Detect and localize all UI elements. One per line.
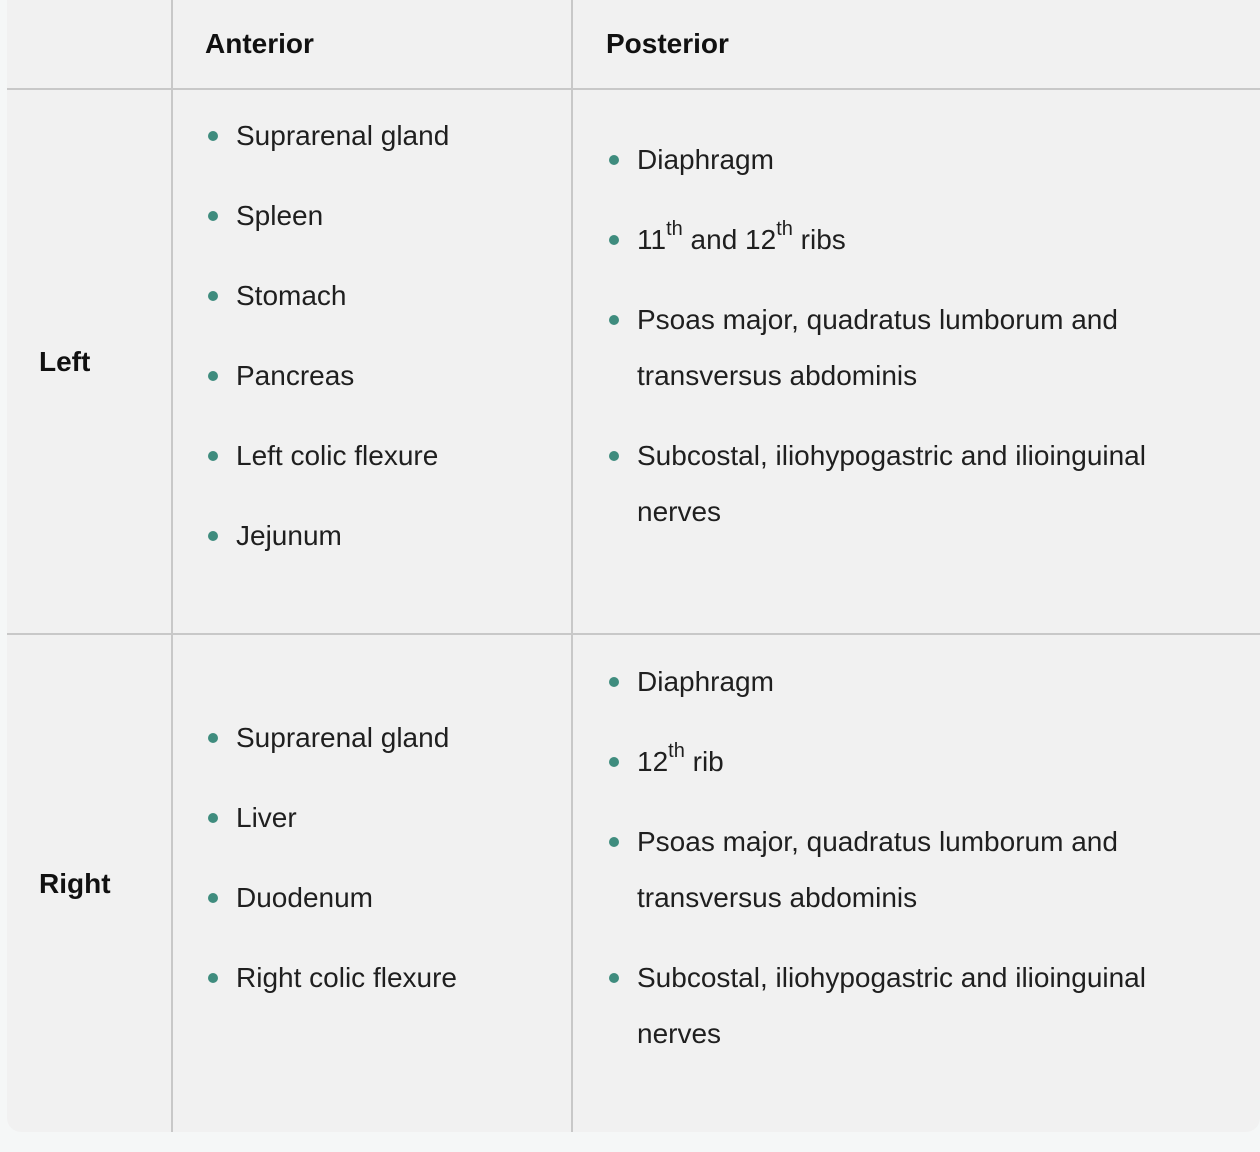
bullet-icon [208,371,218,381]
list-item: Suprarenal gland [206,108,449,164]
list-item: Duodenum [206,870,457,926]
list-item: Diaphragm [607,132,1146,188]
bullet-icon [208,531,218,541]
column-divider [571,0,573,1132]
list-item: Jejunum [206,508,449,564]
list-item: Left colic flexure [206,428,449,484]
list-item: Liver [206,790,457,846]
bullet-icon [609,235,619,245]
list-item: Subcostal, iliohypogastric and ilioinguinal nerves [607,428,1146,540]
left-posterior-list [607,132,1146,540]
list-item: Subcostal, iliohypogastric and ilioinguinal nerves [607,950,1146,1062]
bullet-icon [208,893,218,903]
bullet-icon [208,451,218,461]
bullet-icon [609,155,619,165]
bullet-icon [609,315,619,325]
list-item: Psoas major, quadratus lumborum and transversus abdominis [607,292,1146,404]
kidney-relations-table [7,0,1260,1132]
column-header-posterior: Posterior [606,28,729,59]
row-divider [7,633,1260,635]
left-anterior-list [206,108,449,564]
list-item: 12th rib [607,734,1146,790]
header-divider [7,88,1260,90]
bullet-icon [609,451,619,461]
bullet-icon [609,973,619,983]
column-divider [171,0,173,1132]
bullet-icon [609,837,619,847]
bullet-icon [208,733,218,743]
bullet-icon [208,291,218,301]
bullet-icon [609,757,619,767]
list-item: Spleen [206,188,449,244]
list-item: Diaphragm [607,654,1146,710]
bullet-icon [208,973,218,983]
list-item: Suprarenal gland [206,710,457,766]
bullet-icon [208,211,218,221]
bullet-icon [609,677,619,687]
list-item: Psoas major, quadratus lumborum and transversus abdominis [607,814,1146,926]
bullet-icon [208,813,218,823]
column-header-anterior: Anterior [205,28,314,59]
list-item: Stomach [206,268,449,324]
right-posterior-list [607,654,1146,1062]
list-item: Right colic flexure [206,950,457,1006]
list-item: 11th and 12th ribs [607,212,1146,268]
list-item: Pancreas [206,348,449,404]
row-header-left: Left [39,346,91,377]
bullet-icon [208,131,218,141]
right-anterior-list [206,710,457,1006]
row-header-right: Right [39,868,111,899]
